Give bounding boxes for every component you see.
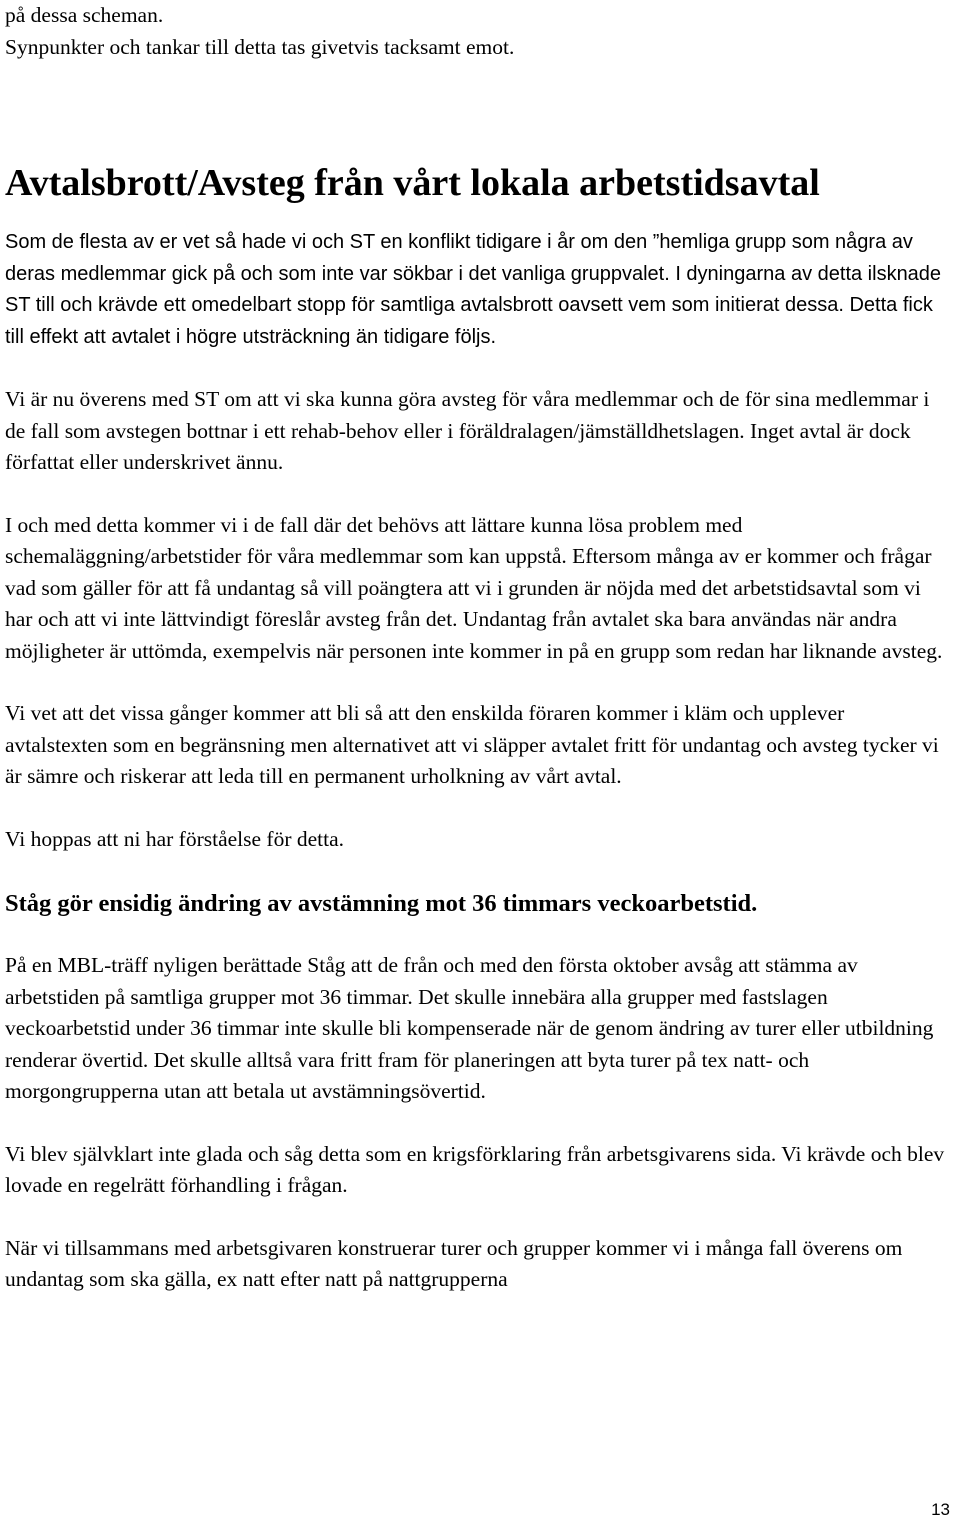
paragraph: I och med detta kommer vi i de fall där det behövs att lättare kunna lösa problem med schemaläggning/arbetstider för våra medlemmar som kan uppstå. Eftersom många av er kommer och frågar vad som gäller för att få undantag så vill poängtera att vi i grunden är nöjda med det arbetstidsavtal som vi har och att vi inte lättvindigt föreslår avsteg från det. Undantag från avtalet ska bara användas när andra möjligheter är uttömda, exempelvis när personen inte kommer in på en grupp som redan har liknande avsteg. [5, 512, 943, 663]
section-heading-avtalsbrott: Avtalsbrott/Avsteg från vårt lokala arbetstidsavtal [5, 162, 820, 204]
section-heading-stag: Ståg gör ensidig ändring av avstämning mot 36 timmars veckoarbetstid. [5, 890, 758, 917]
paragraph: På en MBL-träff nyligen berättade Ståg att de från och med den första oktober avsåg att stämma av arbetstiden på samtliga grupper mot 36 timmar. Det skulle innebära alla grupper med fastslagen veckoarbetstid under 36 timmar inte skulle bli kompenserade när de genom ändring av turer eller utbildning renderar övertid. Det skulle alltså vara fritt fram för planeringen att byta turer på tex natt- och morgongrupperna utan att betala ut avstämningsövertid. [5, 953, 934, 1103]
document-page [5, 0, 950, 1296]
page-number: 13 [931, 1500, 950, 1519]
paragraph: Vi är nu överens med ST om att vi ska kunna göra avsteg för våra medlemmar och de för sina medlemmar i de fall som avstegen bottnar i ett rehab-behov eller i föräldralagen/jämställdhetslagen. Inget avtal är dock författat eller underskrivet ännu. [5, 387, 930, 474]
paragraph: Vi vet att det vissa gånger kommer att bli så att den enskilda föraren kommer i kläm och upplever avtalstexten som en begränsning men alternativet att vi släpper avtalet fritt för undantag och avsteg tycker vi är sämre och riskerar att leda till en permanent urholkning av vårt avtal. [5, 701, 939, 788]
intro-line-2: Synpunkter och tankar till detta tas givetvis tacksamt emot. [5, 34, 515, 59]
paragraph: Vi hoppas att ni har förståelse för detta. [5, 826, 345, 851]
paragraph: Vi blev självklart inte glada och såg detta som en krigsförklaring från arbetsgivarens sida. Vi krävde och blev lovade en regelrätt förhandling i frågan. [5, 1141, 945, 1197]
paragraph: När vi tillsammans med arbetsgivaren konstruerar turer och grupper kommer vi i många fall överens om undantag som ska gälla, ex natt efter natt på nattgrupperna [5, 1235, 903, 1291]
intro-line-1: på dessa scheman. [5, 3, 164, 27]
paragraph: Som de flesta av er vet så hade vi och ST en konflikt tidigare i år om den ”hemliga grupp som några av deras medlemmar gick på och som inte var sökbar i det vanliga gruppvalet. I dyningarna av detta ilsknade ST till och krävde ett omedelbart stopp för samtliga avtalsbrott oavsett vem som initierat dessa. Detta fick till effekt att avtalet i högre utsträckning än tidigare följs. [5, 231, 942, 348]
